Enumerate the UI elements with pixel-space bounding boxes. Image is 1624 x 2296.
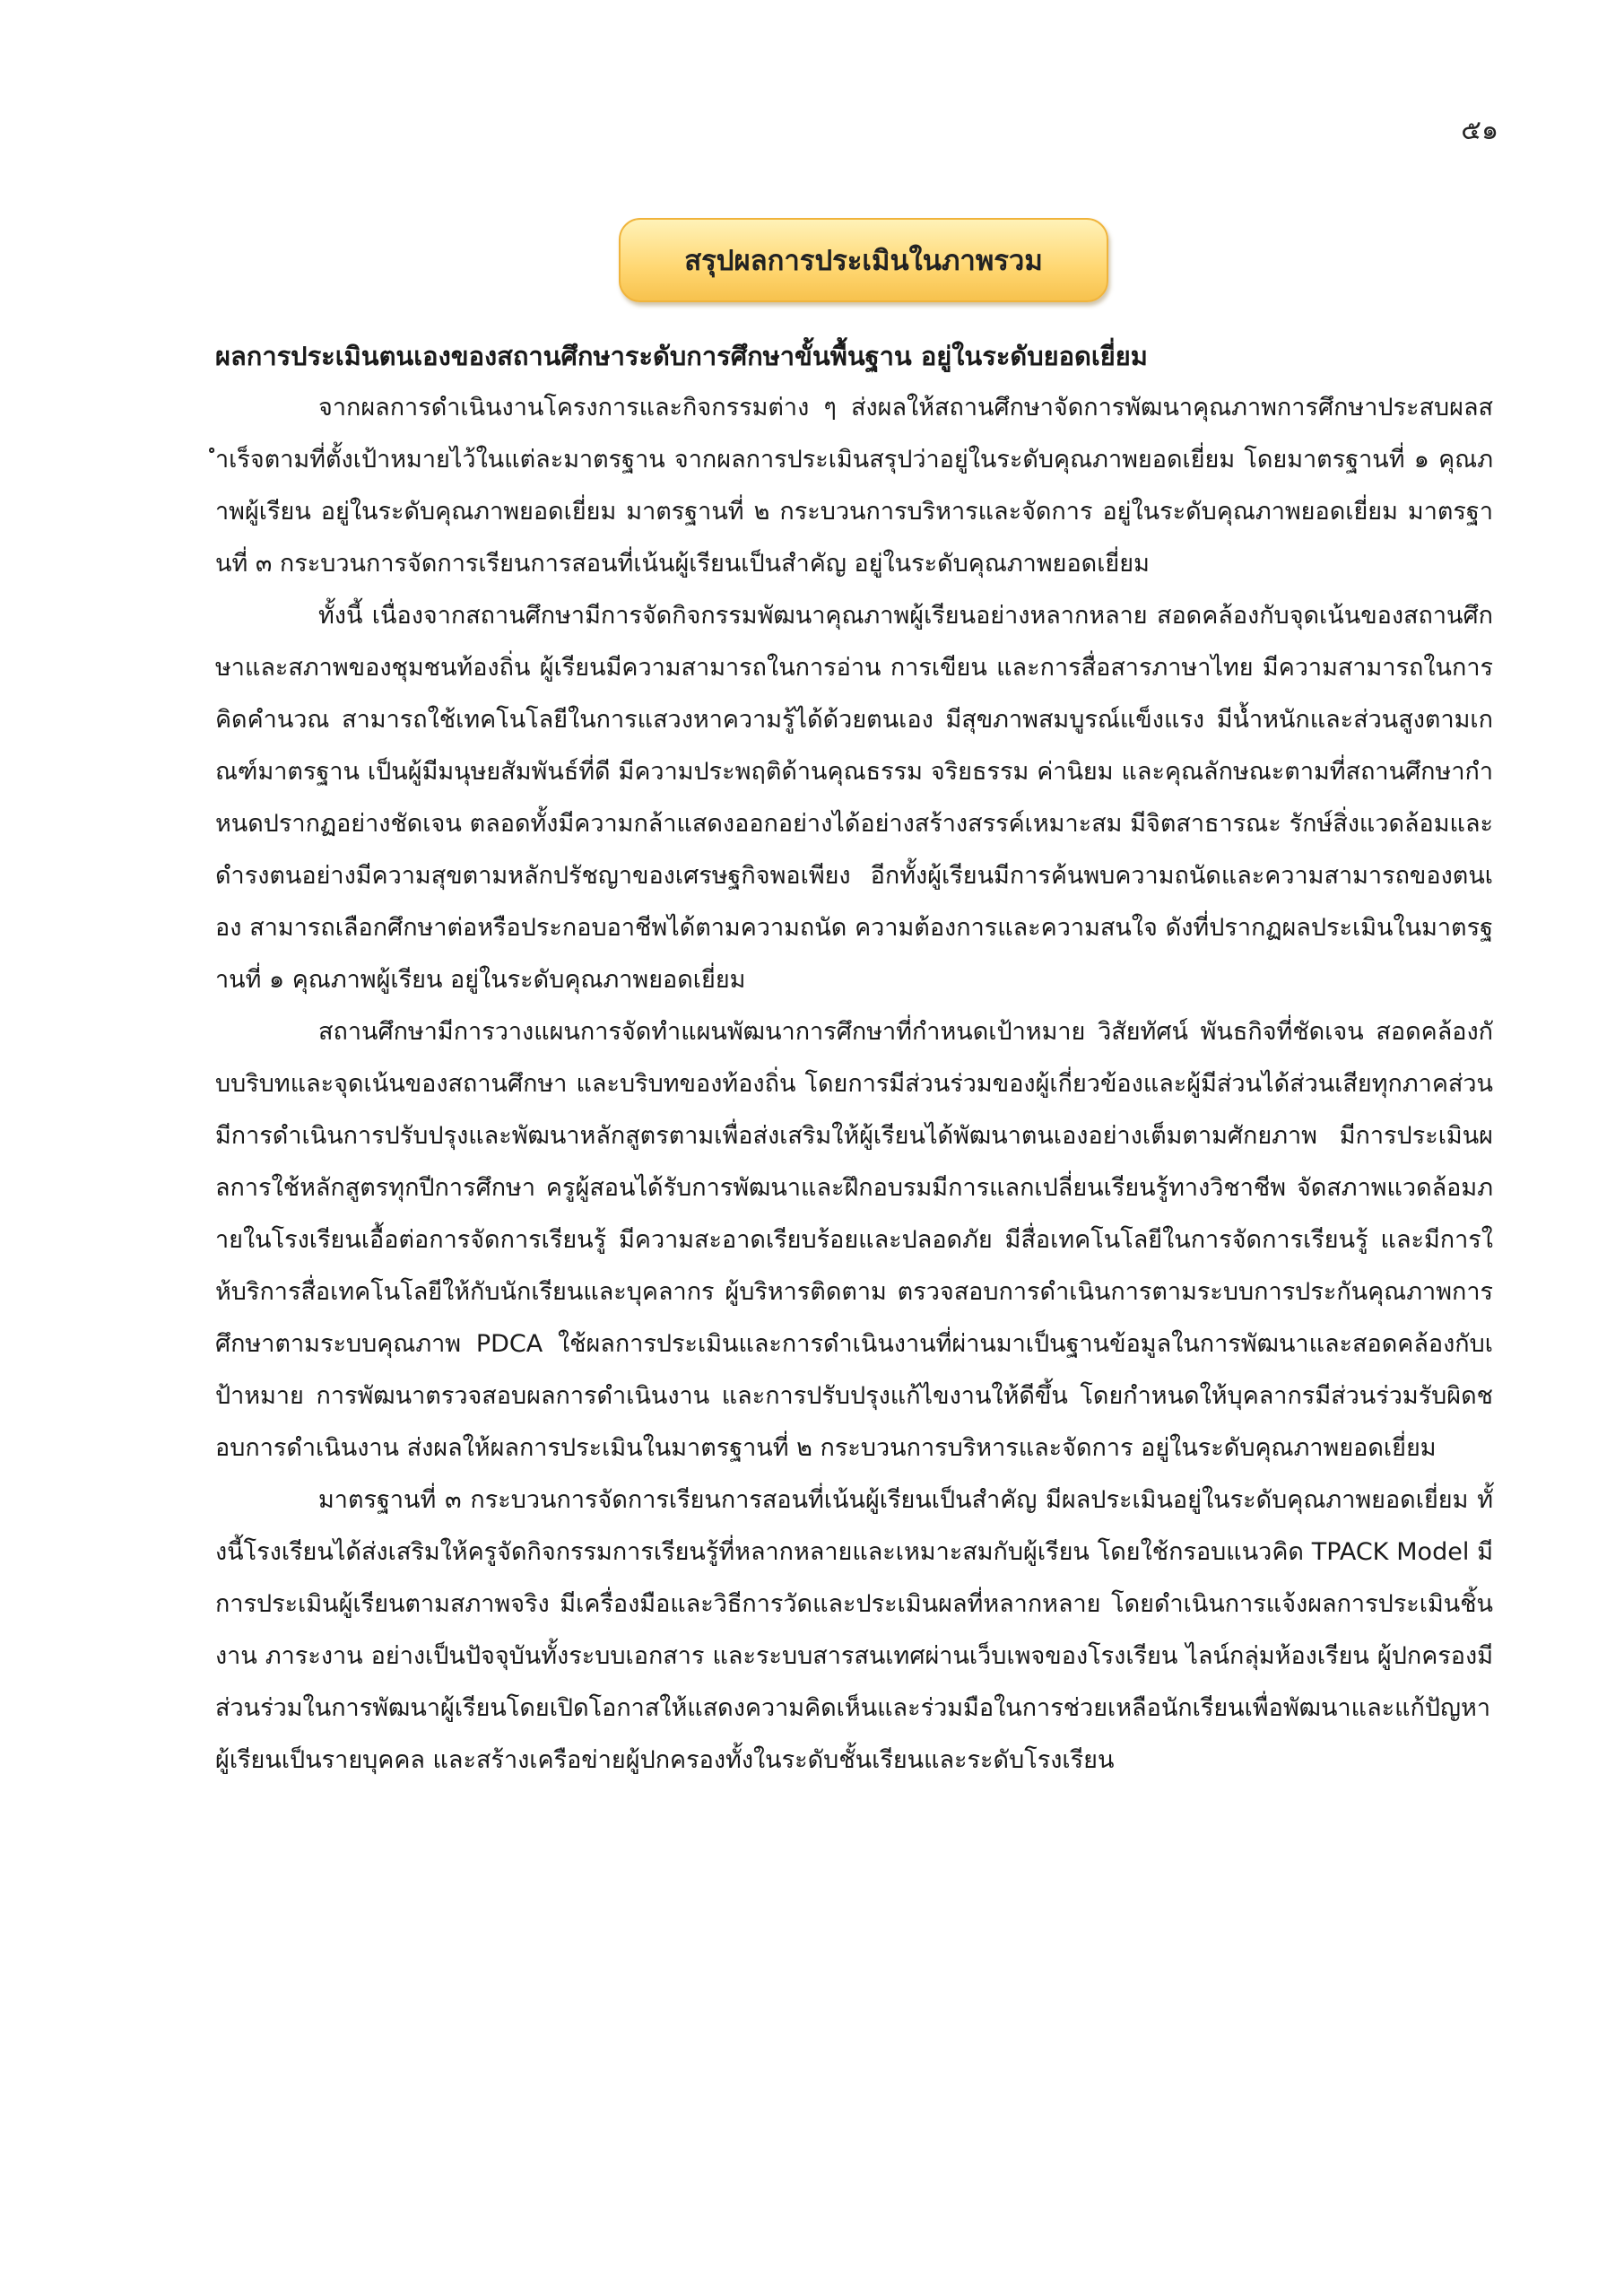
assessment-heading: ผลการประเมินตนเองของสถานศึกษาระดับการศึกษาขั้นพื้นฐาน อยู่ในระดับยอดเยี่ยม	[215, 341, 1148, 371]
paragraph-standard-1: ทั้งนี้ เนื่องจากสถานศึกษามีการจัดกิจกรรมพัฒนาคุณภาพผู้เรียนอย่างหลากหลาย สอดคล้องกับจุดเน้นของสถานศึกษาและสภาพของชุมชนท้องถิ่น ผู้เรียนมีความสามารถในการอ่าน การเขียน และการสื่อสารภาษาไทย มีความสามารถในการคิดคำนวณ สามารถใช้เทคโนโลยีในการแสวงหาความรู้ได้ด้วยตนเอง มีสุขภาพสมบูรณ์แข็งแรง มีน้ำหนักและส่วนสูงตามเกณฑ์มาตรฐาน เป็นผู้มีมนุษยสัมพันธ์ที่ดี มีความประพฤติด้านคุณธรรม จริยธรรม ค่านิยม และคุณลักษณะตามที่สถานศึกษากำหนดปรากฏอย่างชัดเจน ตลอดทั้งมีความกล้าแสดงออกอย่างได้อย่างสร้างสรรค์เหมาะสม มีจิตสาธารณะ รักษ์สิ่งแวดล้อมและดำรงตนอย่างมีความสุขตามหลักปรัชญาของเศรษฐกิจพอเพียง อีกทั้งผู้เรียนมีการค้นพบความถนัดและความสามารถของตนเอง สามารถเลือกศึกษาต่อหรือประกอบอาชีพได้ตามความถนัด ความต้องการและความสนใจ ดังที่ปรากฏผลประเมินในมาตรฐานที่ ๑ คุณภาพผู้เรียน อยู่ในระดับคุณภาพยอดเยี่ยม	[215, 602, 1493, 994]
section-title: สรุปผลการประเมินในภาพรวม	[684, 245, 1043, 277]
page-number: ๕๑	[1461, 115, 1498, 146]
section-title-box	[619, 218, 1108, 302]
paragraph-standard-3: มาตรฐานที่ ๓ กระบวนการจัดการเรียนการสอนที่เน้นผู้เรียนเป็นสำคัญ มีผลประเมินอยู่ในระดับคุณภาพยอดเยี่ยม ทั้งนี้โรงเรียนได้ส่งเสริมให้ครูจัดกิจกรรมการเรียนรู้ที่หลากหลายและเหมาะสมกับผู้เรียน โดยใช้กรอบแนวคิด TPACK Model มีการประเมินผู้เรียนตามสภาพจริง มีเครื่องมือและวิธีการวัดและประเมินผลที่หลากหลาย โดยดำเนินการแจ้งผลการประเมินชิ้นงาน ภาระงาน อย่างเป็นปัจจุบันทั้งระบบเอกสาร และระบบสารสนเทศผ่านเว็บเพจของโรงเรียน ไลน์กลุ่มห้องเรียน ผู้ปกครองมีส่วนร่วมในการพัฒนาผู้เรียนโดยเปิดโอกาสให้แสดงความคิดเห็นและร่วมมือในการช่วยเหลือนักเรียนเพื่อพัฒนาและแก้ปัญหาผู้เรียนเป็นรายบุคคล และสร้างเครือข่ายผู้ปกครองทั้งในระดับชั้นเรียนและระดับโรงเรียน	[215, 1486, 1493, 1774]
paragraph-standard-2: สถานศึกษามีการวางแผนการจัดทำแผนพัฒนาการศึกษาที่กำหนดเป้าหมาย วิสัยทัศน์ พันธกิจที่ชัดเจน สอดคล้องกับบริบทและจุดเน้นของสถานศึกษา และบริบทของท้องถิ่น โดยการมีส่วนร่วมของผู้เกี่ยวข้องและผู้มีส่วนได้ส่วนเสียทุกภาคส่วน มีการดำเนินการปรับปรุงและพัฒนาหลักสูตรตามเพื่อส่งเสริมให้ผู้เรียนได้พัฒนาตนเองอย่างเต็มตามศักยภาพ มีการประเมินผลการใช้หลักสูตรทุกปีการศึกษา ครูผู้สอนได้รับการพัฒนาและฝึกอบรมมีการแลกเปลี่ยนเรียนรู้ทางวิชาชีพ จัดสภาพแวดล้อมภายในโรงเรียนเอื้อต่อการจัดการเรียนรู้ มีความสะอาดเรียบร้อยและปลอดภัย มีสื่อเทคโนโลยีในการจัดการเรียนรู้ และมีการให้บริการสื่อเทคโนโลยีให้กับนักเรียนและบุคลากร ผู้บริหารติดตาม ตรวจสอบการดำเนินการตามระบบการประกันคุณภาพการศึกษาตามระบบคุณภาพ PDCA ใช้ผลการประเมินและการดำเนินงานที่ผ่านมาเป็นฐานข้อมูลในการพัฒนาและสอดคล้องกับเป้าหมาย การพัฒนาตรวจสอบผลการดำเนินงาน และการปรับปรุงแก้ไขงานให้ดีขึ้น โดยกำหนดให้บุคลากรมีส่วนร่วมรับผิดชอบการดำเนินงาน ส่งผลให้ผลการประเมินในมาตรฐานที่ ๒ กระบวนการบริหารและจัดการ อยู่ในระดับคุณภาพยอดเยี่ยม	[215, 1018, 1493, 1462]
paragraph-overall-summary: จากผลการดำเนินงานโครงการและกิจกรรมต่าง ๆ ส่งผลให้สถานศึกษาจัดการพัฒนาคุณภาพการศึกษาประสบผลสำเร็จตามที่ตั้งเป้าหมายไว้ในแต่ละมาตรฐาน จากผลการประเมินสรุปว่าอยู่ในระดับคุณภาพยอดเยี่ยม โดยมาตรฐานที่ ๑ คุณภาพผู้เรียน อยู่ในระดับคุณภาพยอดเยี่ยม มาตรฐานที่ ๒ กระบวนการบริหารและจัดการ อยู่ในระดับคุณภาพยอดเยี่ยม มาตรฐานที่ ๓ กระบวนการจัดการเรียนการสอนที่เน้นผู้เรียนเป็นสำคัญ อยู่ในระดับคุณภาพยอดเยี่ยม	[215, 394, 1493, 578]
document-body	[215, 330, 1493, 1787]
